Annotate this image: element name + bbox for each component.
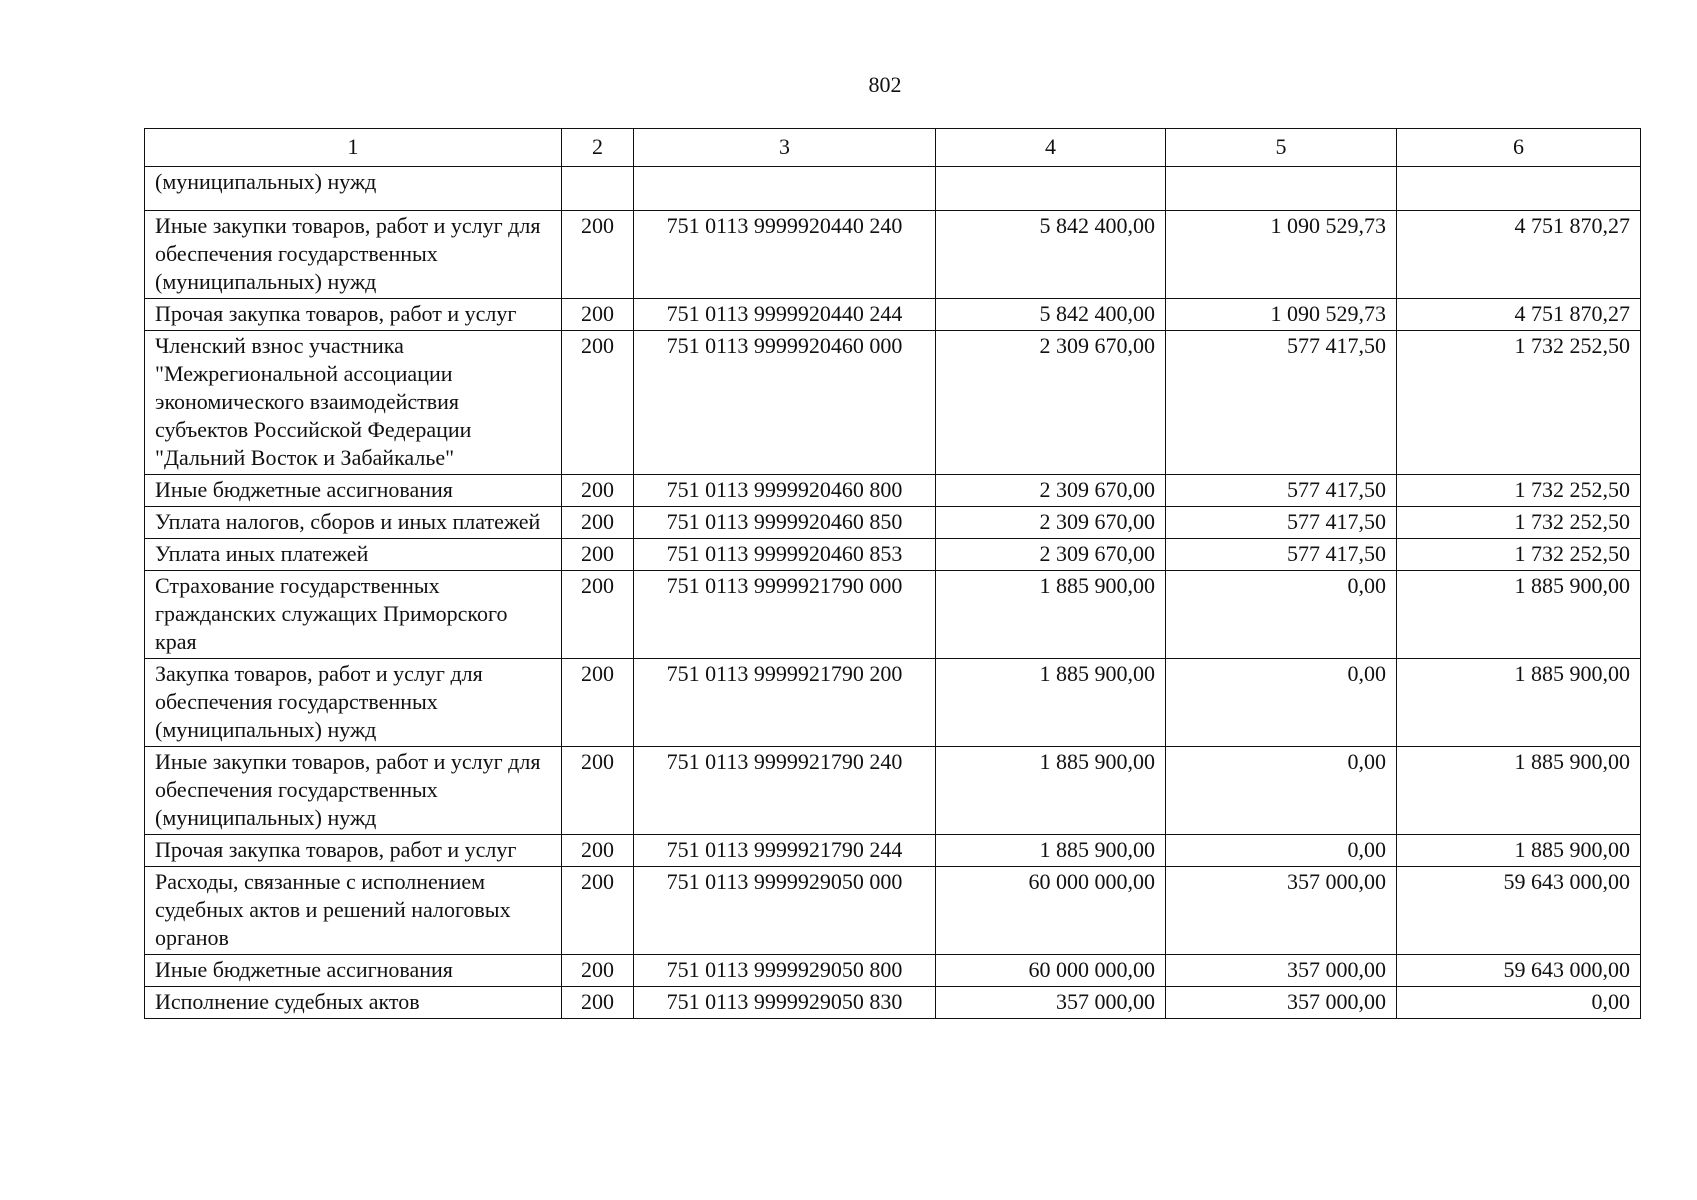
expense-name-cell: Иные закупки товаров, работ и услуг для обеспечения государственных (муниципальных) нужд — [145, 747, 562, 835]
classification-code-cell: 751 0113 9999921790 000 — [634, 571, 936, 659]
approved-amount-cell: 60 000 000,00 — [936, 867, 1166, 955]
executed-amount-cell: 577 417,50 — [1166, 539, 1397, 571]
column-header: 4 — [936, 129, 1166, 167]
line-code-cell: 200 — [562, 475, 634, 507]
line-code-cell: 200 — [562, 571, 634, 659]
remaining-amount-cell: 1 732 252,50 — [1397, 539, 1641, 571]
budget-execution-table — [144, 128, 1641, 1019]
classification-code-cell: 751 0113 9999921790 244 — [634, 835, 936, 867]
page-number: 802 — [868, 72, 902, 97]
approved-amount-cell: 1 885 900,00 — [936, 571, 1166, 659]
executed-amount-cell: 577 417,50 — [1166, 475, 1397, 507]
approved-amount-cell: 1 885 900,00 — [936, 835, 1166, 867]
header-row — [145, 129, 1641, 167]
classification-code-cell: 751 0113 9999920460 000 — [634, 331, 936, 475]
table-row — [145, 867, 1641, 955]
classification-code-cell: 751 0113 9999920440 240 — [634, 211, 936, 299]
executed-amount-cell: 0,00 — [1166, 571, 1397, 659]
expense-name-cell: Прочая закупка товаров, работ и услуг — [145, 835, 562, 867]
executed-amount-cell: 1 090 529,73 — [1166, 299, 1397, 331]
approved-amount-cell: 2 309 670,00 — [936, 475, 1166, 507]
expense-name-cell: Иные бюджетные ассигнования — [145, 475, 562, 507]
classification-code-cell: 751 0113 9999920440 244 — [634, 299, 936, 331]
approved-amount-cell: 357 000,00 — [936, 987, 1166, 1019]
approved-amount-cell: 2 309 670,00 — [936, 507, 1166, 539]
remaining-amount-cell: 1 885 900,00 — [1397, 747, 1641, 835]
approved-amount-cell: 5 842 400,00 — [936, 299, 1166, 331]
table-row — [145, 659, 1641, 747]
remaining-amount-cell: 1 732 252,50 — [1397, 507, 1641, 539]
table-row — [145, 507, 1641, 539]
expense-name-cell: Прочая закупка товаров, работ и услуг — [145, 299, 562, 331]
remaining-amount-cell — [1397, 167, 1641, 211]
remaining-amount-cell: 4 751 870,27 — [1397, 299, 1641, 331]
table-body — [145, 167, 1641, 1019]
line-code-cell: 200 — [562, 299, 634, 331]
line-code-cell: 200 — [562, 747, 634, 835]
table-row — [145, 835, 1641, 867]
remaining-amount-cell: 59 643 000,00 — [1397, 867, 1641, 955]
classification-code-cell: 751 0113 9999920460 800 — [634, 475, 936, 507]
line-code-cell: 200 — [562, 955, 634, 987]
remaining-amount-cell: 4 751 870,27 — [1397, 211, 1641, 299]
table-header — [145, 129, 1641, 167]
approved-amount-cell: 2 309 670,00 — [936, 539, 1166, 571]
executed-amount-cell: 0,00 — [1166, 835, 1397, 867]
table-row — [145, 571, 1641, 659]
approved-amount-cell — [936, 167, 1166, 211]
column-header: 3 — [634, 129, 936, 167]
approved-amount-cell: 60 000 000,00 — [936, 955, 1166, 987]
table-row — [145, 747, 1641, 835]
classification-code-cell: 751 0113 9999929050 800 — [634, 955, 936, 987]
table-row — [145, 475, 1641, 507]
classification-code-cell: 751 0113 9999929050 000 — [634, 867, 936, 955]
classification-code-cell — [634, 167, 936, 211]
table-row — [145, 211, 1641, 299]
executed-amount-cell: 577 417,50 — [1166, 507, 1397, 539]
expense-name-cell: Иные бюджетные ассигнования — [145, 955, 562, 987]
executed-amount-cell: 357 000,00 — [1166, 955, 1397, 987]
line-code-cell: 200 — [562, 987, 634, 1019]
expense-name-cell: Страхование государственных гражданских служащих Приморского края — [145, 571, 562, 659]
classification-code-cell: 751 0113 9999921790 240 — [634, 747, 936, 835]
approved-amount-cell: 1 885 900,00 — [936, 747, 1166, 835]
executed-amount-cell: 0,00 — [1166, 747, 1397, 835]
column-header: 5 — [1166, 129, 1397, 167]
executed-amount-cell: 1 090 529,73 — [1166, 211, 1397, 299]
expense-name-cell: (муниципальных) нужд — [145, 167, 562, 211]
table-row — [145, 167, 1641, 211]
column-header: 2 — [562, 129, 634, 167]
executed-amount-cell: 357 000,00 — [1166, 867, 1397, 955]
expense-name-cell: Расходы, связанные с исполнением судебных актов и решений налоговых органов — [145, 867, 562, 955]
approved-amount-cell: 5 842 400,00 — [936, 211, 1166, 299]
line-code-cell: 200 — [562, 659, 634, 747]
remaining-amount-cell: 1 885 900,00 — [1397, 659, 1641, 747]
line-code-cell: 200 — [562, 835, 634, 867]
remaining-amount-cell: 1 732 252,50 — [1397, 475, 1641, 507]
executed-amount-cell: 0,00 — [1166, 659, 1397, 747]
table-row — [145, 539, 1641, 571]
table-row — [145, 299, 1641, 331]
classification-code-cell: 751 0113 9999920460 853 — [634, 539, 936, 571]
line-code-cell: 200 — [562, 331, 634, 475]
line-code-cell: 200 — [562, 867, 634, 955]
classification-code-cell: 751 0113 9999920460 850 — [634, 507, 936, 539]
table-row — [145, 987, 1641, 1019]
executed-amount-cell — [1166, 167, 1397, 211]
line-code-cell — [562, 167, 634, 211]
line-code-cell: 200 — [562, 507, 634, 539]
remaining-amount-cell: 1 885 900,00 — [1397, 571, 1641, 659]
column-header: 1 — [145, 129, 562, 167]
remaining-amount-cell: 59 643 000,00 — [1397, 955, 1641, 987]
remaining-amount-cell: 1 885 900,00 — [1397, 835, 1641, 867]
expense-name-cell: Исполнение судебных актов — [145, 987, 562, 1019]
executed-amount-cell: 357 000,00 — [1166, 987, 1397, 1019]
column-header: 6 — [1397, 129, 1641, 167]
remaining-amount-cell: 0,00 — [1397, 987, 1641, 1019]
classification-code-cell: 751 0113 9999929050 830 — [634, 987, 936, 1019]
expense-name-cell: Уплата налогов, сборов и иных платежей — [145, 507, 562, 539]
expense-name-cell: Закупка товаров, работ и услуг для обеспечения государственных (муниципальных) нужд — [145, 659, 562, 747]
classification-code-cell: 751 0113 9999921790 200 — [634, 659, 936, 747]
expense-name-cell: Членский взнос участника "Межрегиональной ассоциации экономического взаимодействия субъектов Российской Федерации "Дальний Восток и Забайкалье" — [145, 331, 562, 475]
line-code-cell: 200 — [562, 211, 634, 299]
remaining-amount-cell: 1 732 252,50 — [1397, 331, 1641, 475]
table-row — [145, 331, 1641, 475]
executed-amount-cell: 577 417,50 — [1166, 331, 1397, 475]
expense-name-cell: Уплата иных платежей — [145, 539, 562, 571]
line-code-cell: 200 — [562, 539, 634, 571]
expense-name-cell: Иные закупки товаров, работ и услуг для обеспечения государственных (муниципальных) нужд — [145, 211, 562, 299]
approved-amount-cell: 1 885 900,00 — [936, 659, 1166, 747]
approved-amount-cell: 2 309 670,00 — [936, 331, 1166, 475]
table-row — [145, 955, 1641, 987]
